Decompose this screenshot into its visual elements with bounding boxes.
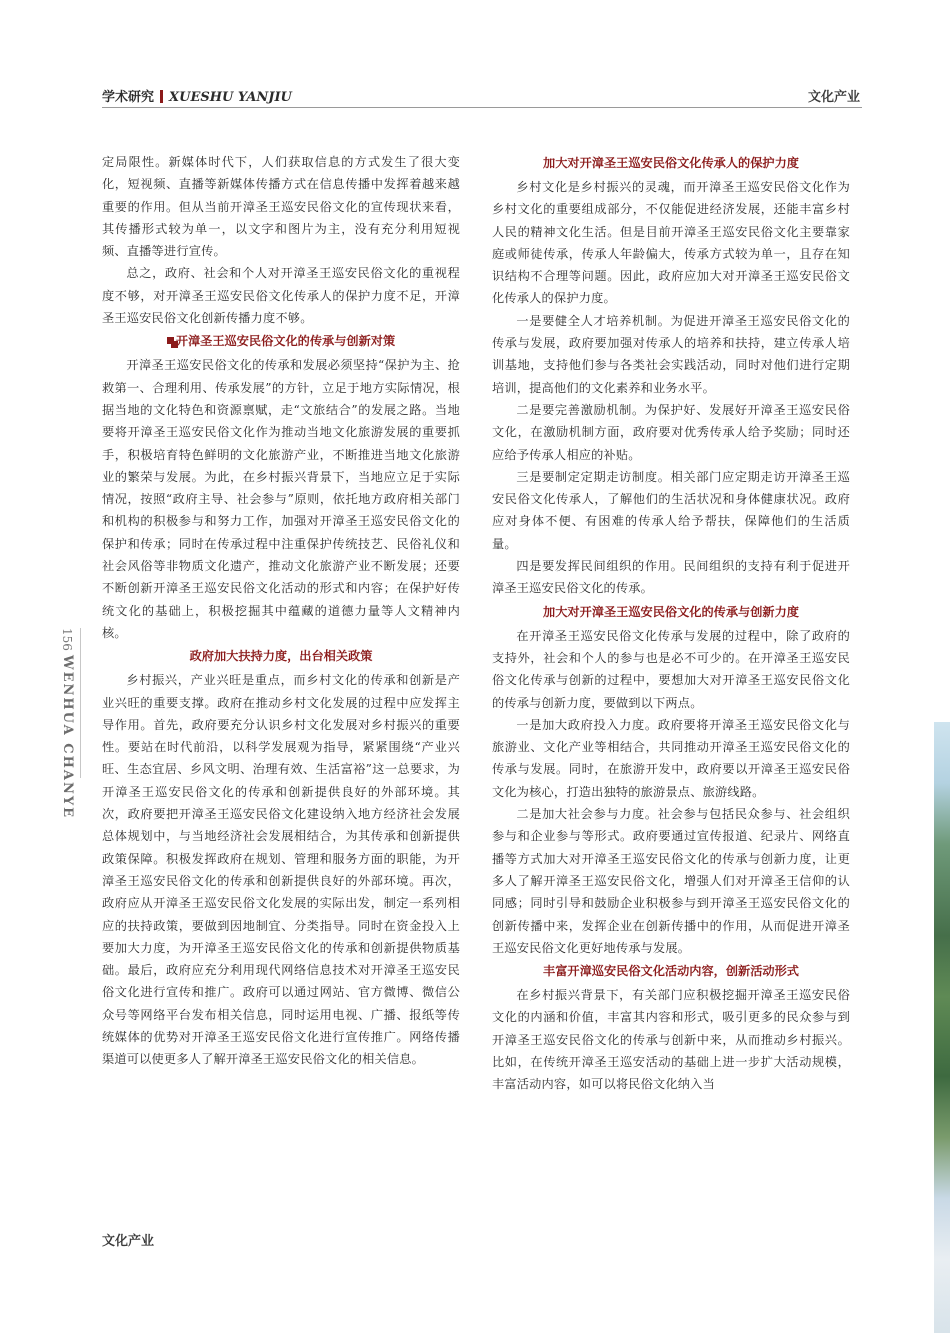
section-heading: 开漳圣王巡安民俗文化的传承与创新对策 — [102, 331, 460, 351]
paragraph: 在乡村振兴背景下，有关部门应积极挖掘开漳圣王巡安民俗文化的内涵和价值，丰富其内容和形式，吸引更多的民众参与到开漳圣王巡安民俗文化的传承与创新中来，从而推动乡村振兴。比如，在传统开漳圣王巡安活动的基础上进一步扩大活动规模，丰富活动内容，如可以将民俗文化纳入当 — [492, 988, 850, 1092]
paragraph: 在开漳圣王巡安民俗文化传承与发展的过程中，除了政府的支持外，社会和个人的参与也是必不可少的。在开漳圣王巡安民俗文化传承与创新的过程中，要想加大对开漳圣王巡安民俗文化的传承与创新力度，要做到以下两点。 — [492, 628, 850, 710]
paragraph: 开漳圣王巡安民俗文化的传承和发展必须坚持“保护为主、抢救第一、合理利用、传承发展”的方针，立足于地方实际情况，根据当地的文化特色和资源禀赋，走“文旅结合”的发展之路。当地要将开漳圣王巡安民俗文化作为推动当地文化旅游发展的重要抓手，积极培育特色鲜明的文化旅游产业，不断推进当地文化旅游业的繁荣与发展。为此，在乡村振兴背景下，当地应立足于实际情况，按照“政府主导、社会参与”原则，依托地方政府相关部门和机构的积极参与和努力工作，加强对开漳圣王巡安民俗文化的保护和传承；同时在传承过程中注重保护传统技艺、民俗礼仪和社会风俗等非物质文化遗产，推动文化旅游产业不断发展；还要不断创新开漳圣王巡安民俗文化活动的形式和内容；在保护好传统文化的基础上，积极挖掘其中蕴藏的道德力量等人文精神内核。 — [102, 358, 460, 640]
right-column — [492, 151, 850, 1096]
subsection-heading: 加大对开漳圣王巡安民俗文化传承人的保护力度 — [543, 156, 799, 170]
header-section-cn: 学术研究 — [102, 90, 155, 105]
paragraph: 一是加大政府投入力度。政府要将开漳圣王巡安民俗文化与旅游业、文化产业等相结合，共同推动开漳圣王巡安民俗文化的传承与发展。同时，在旅游开发中，政府要以开漳圣王巡安民俗文化为核心，打造出独特的旅游景点、旅游线路。 — [492, 717, 850, 799]
paragraph: 乡村文化是乡村振兴的灵魂，而开漳圣王巡安民俗文化作为乡村文化的重要组成部分，不仅能促进经济发展，还能丰富乡村人民的精神文化生活。但是目前开漳圣王巡安民俗文化主要靠家庭或师徒传承，传承人年龄偏大，传承方式较为单一，且存在知识结构不合理等问题。因此，政府应加大对开漳圣王巡安民俗文化传承人的保护力度。 — [492, 180, 850, 306]
paragraph: 四是要发挥民间组织的作用。民间组织的支持有利于促进开漳圣王巡安民俗文化的传承。 — [492, 559, 850, 596]
paragraph: 一是要健全人才培养机制。为促进开漳圣王巡安民俗文化的传承与发展，政府要加强对传承人的培养和扶持，建立传承人培训基地，支持他们参与各类社会实践活动，同时对他们进行定期培训，提高他们的文化素养和业务水平。 — [492, 313, 850, 395]
paragraph: 定局限性。新媒体时代下，人们获取信息的方式发生了很大变化，短视频、直播等新媒体传播方式在信息传播中发挥着越来越重要的作用。但从当前开漳圣王巡安民俗文化的宣传现状来看，其传播形式较为单一，以文字和图片为主，没有充分利用短视频、直播等进行宣传。 — [102, 155, 460, 259]
header-rule — [102, 107, 862, 108]
paragraph: 三是要制定定期走访制度。相关部门应定期走访开漳圣王巡安民俗文化传承人，了解他们的生活状况和身体健康状况。政府应对身体不便、有困难的传承人给予帮扶，保障他们的生活质量。 — [492, 469, 850, 551]
paragraph: 总之，政府、社会和个人对开漳圣王巡安民俗文化的重视程度不够，对开漳圣王巡安民俗文化传承人的保护力度不足，开漳圣王巡安民俗文化创新传播力度不够。 — [102, 266, 460, 326]
subsection-heading: 丰富开漳巡安民俗文化活动内容，创新活动形式 — [543, 964, 799, 979]
header-section-latin: XUESHU YANJIU — [169, 90, 292, 105]
landscape-photo-edge — [934, 722, 950, 1333]
header-divider-bar — [160, 90, 163, 103]
header-section — [102, 86, 292, 105]
header-journal-title: 文化产业 — [807, 90, 860, 105]
paragraph: 二是要完善激励机制。为保护好、发展好开漳圣王巡安民俗文化，在激励机制方面，政府要对优秀传承人给予奖励；同时还应给予传承人相应的补贴。 — [492, 402, 850, 462]
footer-journal-title: 文化产业 — [102, 1234, 155, 1249]
left-column — [102, 151, 460, 1071]
page-number: 156 — [60, 628, 74, 651]
paragraph: 二是加大社会参与力度。社会参与包括民众参与、社会组织参与和企业参与等形式。政府要通过宣传报道、纪录片、网络直播等方式加大对开漳圣王巡安民俗文化的传承与创新力度，让更多人了解开漳圣王巡安民俗文化，增强人们对开漳圣王信仰的认同感；同时引导和鼓励企业积极参与到开漳圣王巡安民俗文化的创新传播中来，发挥企业在创新传播中的作用，从而促进开漳圣王巡安民俗文化更好地传承与发展。 — [492, 807, 850, 955]
side-label — [60, 628, 82, 819]
subsection-heading: 加大对开漳圣王巡安民俗文化的传承与创新力度 — [543, 604, 799, 619]
paragraph: 乡村振兴，产业兴旺是重点，而乡村文化的传承和创新是产业兴旺的重要支撑。政府在推动乡村文化发展的过程中应发挥主导作用。首先，政府要充分认识乡村文化发展对乡村振兴的重要性。要站在时代前沿，以科学发展观为指导，紧紧围绕“产业兴旺、生态宜居、乡风文明、治理有效、生活富裕”这一总要求，为开漳圣王巡安民俗文化的传承和创新提供良好的外部环境。其次，政府要把开漳圣王巡安民俗文化建设纳入地方经济社会发展总体规划中，与当地经济社会发展相结合，为其传承和创新提供政策保障。积极发挥政府在规划、管理和服务方面的职能，为开漳圣王巡安民俗文化的传承和创新提供良好的外部环境。再次，政府应从开漳圣王巡安民俗文化发展的实际出发，制定一系列相应的扶持政策，要做到因地制宜、分类指导。同时在资金投入上要加大力度，为开漳圣王巡安民俗文化的传承和创新提供物质基础。最后，政府应充分利用现代网络信息技术对开漳圣王巡安民俗文化进行宣传和推广。政府可以通过网站、官方微博、微信公众号等网络平台发布相关信息，同时运用电视、广播、报纸等传统媒体的优势对开漳圣王巡安民俗文化进行宣传推广。网络传播渠道可以使更多人了解开漳圣王巡安民俗文化的相关信息。 — [102, 673, 460, 1067]
subsection-heading: 政府加大扶持力度，出台相关政策 — [189, 649, 373, 664]
running-header — [102, 86, 862, 106]
side-vertical-title: WENHUA CHANYE — [60, 654, 75, 819]
